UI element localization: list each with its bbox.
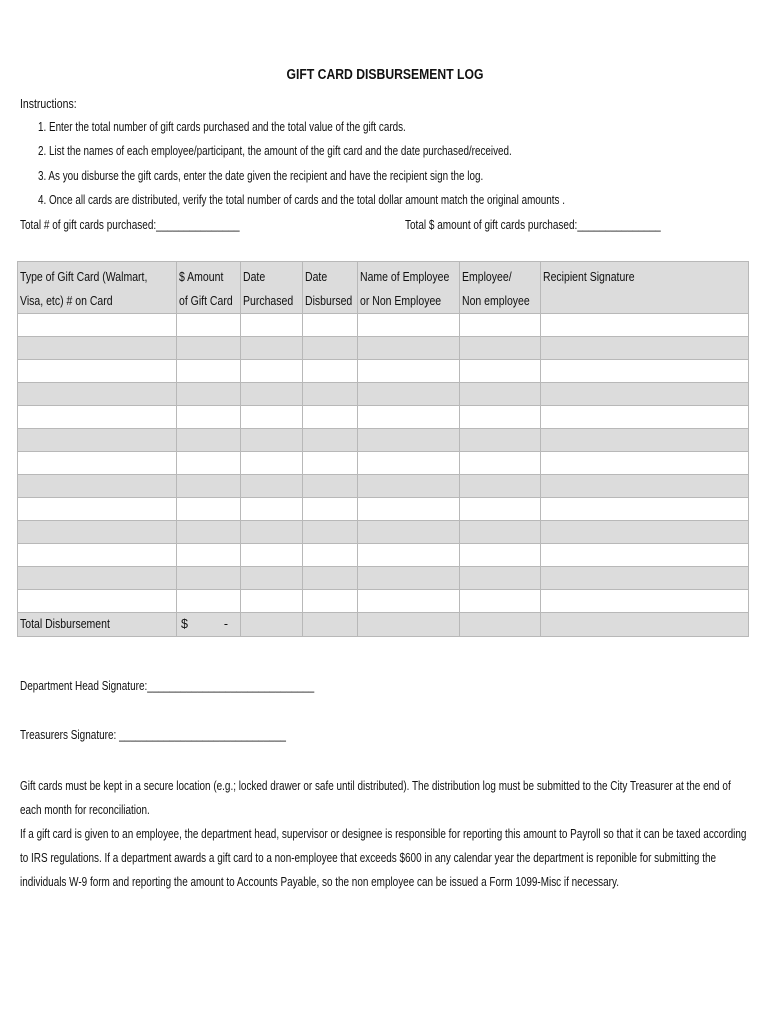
table-row — [18, 475, 749, 498]
table-cell[interactable] — [541, 567, 749, 590]
header-date-disbursed — [303, 262, 358, 314]
header-name — [358, 262, 460, 314]
table-cell[interactable] — [18, 452, 177, 475]
table-cell[interactable] — [460, 406, 541, 429]
table-cell[interactable] — [358, 544, 460, 567]
table-row — [18, 406, 749, 429]
total-amount-label: Total $ amount of gift cards purchased:_______________ — [405, 218, 661, 232]
table-row — [18, 360, 749, 383]
header-amount — [177, 262, 241, 314]
table-cell[interactable] — [358, 475, 460, 498]
table-cell[interactable] — [303, 360, 358, 383]
table-cell[interactable] — [303, 383, 358, 406]
header-card-type — [18, 262, 177, 314]
table-cell[interactable] — [541, 406, 749, 429]
total-count-label: Total # of gift cards purchased:_______________ — [20, 218, 240, 232]
table-cell[interactable] — [241, 590, 303, 613]
table-cell[interactable] — [460, 544, 541, 567]
table-cell[interactable] — [358, 337, 460, 360]
table-cell[interactable] — [460, 429, 541, 452]
table-cell[interactable] — [460, 383, 541, 406]
table-cell[interactable] — [18, 360, 177, 383]
instructions-label-text: Instructions: — [20, 97, 77, 111]
table-cell[interactable] — [18, 383, 177, 406]
table-cell[interactable] — [460, 452, 541, 475]
header-employee-type-text: Employee/ Non employee — [462, 270, 530, 308]
table-cell[interactable] — [358, 521, 460, 544]
table-cell[interactable] — [18, 475, 177, 498]
table-cell[interactable] — [177, 337, 241, 360]
table-cell[interactable] — [358, 429, 460, 452]
table-cell[interactable] — [177, 544, 241, 567]
total-empty-cell — [358, 613, 460, 637]
disbursement-table — [17, 261, 749, 637]
total-value: - — [223, 617, 228, 631]
total-count-field[interactable] — [20, 218, 295, 232]
table-cell[interactable] — [303, 544, 358, 567]
table-cell[interactable] — [541, 590, 749, 613]
table-row — [18, 383, 749, 406]
table-cell[interactable] — [177, 360, 241, 383]
table-cell[interactable] — [541, 521, 749, 544]
table-cell[interactable] — [177, 429, 241, 452]
table-row — [18, 567, 749, 590]
table-cell[interactable] — [177, 406, 241, 429]
table-row — [18, 590, 749, 613]
table-cell[interactable] — [241, 429, 303, 452]
table-cell[interactable] — [303, 337, 358, 360]
table-cell[interactable] — [241, 567, 303, 590]
table-cell[interactable] — [460, 314, 541, 337]
table-cell[interactable] — [18, 567, 177, 590]
table-cell[interactable] — [177, 314, 241, 337]
table-cell[interactable] — [241, 314, 303, 337]
table-cell[interactable] — [177, 383, 241, 406]
table-cell[interactable] — [177, 590, 241, 613]
tax-note-line-1: If a gift card is given to an employee, the department head, supervisor or designee is responsible for reporting this amount to Payroll so that it can be taxed according — [20, 827, 747, 841]
header-card-type-text: Type of Gift Card (Walmart, Visa, etc) # on Card — [20, 270, 148, 308]
table-cell[interactable] — [460, 475, 541, 498]
treasurer-signature-field[interactable] — [20, 728, 352, 742]
storage-note-line-2: each month for reconciliation. — [20, 803, 150, 817]
table-cell[interactable] — [358, 452, 460, 475]
table-cell[interactable] — [241, 406, 303, 429]
table-cell[interactable] — [541, 383, 749, 406]
header-date-purchased-text: Date Purchased — [243, 270, 294, 308]
header-signature-text: Recipient Signature — [543, 270, 635, 284]
table-row — [18, 498, 749, 521]
table-cell[interactable] — [358, 567, 460, 590]
tax-note — [20, 822, 770, 894]
table-row — [18, 314, 749, 337]
instruction-2-text: 2. List the names of each employee/participant, the amount of the gift card and the date purchased/received. — [38, 144, 512, 158]
table-cell[interactable] — [303, 498, 358, 521]
total-empty-cell — [460, 613, 541, 637]
table-cell[interactable] — [541, 452, 749, 475]
table-row — [18, 521, 749, 544]
table-cell[interactable] — [241, 475, 303, 498]
table-cell[interactable] — [358, 498, 460, 521]
table-cell[interactable] — [177, 452, 241, 475]
table-cell[interactable] — [460, 337, 541, 360]
instruction-4 — [38, 193, 705, 207]
table-cell[interactable] — [241, 383, 303, 406]
table-cell[interactable] — [18, 406, 177, 429]
table-row — [18, 429, 749, 452]
total-label: Total Disbursement — [20, 617, 110, 631]
department-head-signature-label: Department Head Signature:______________________________ — [20, 679, 315, 693]
table-cell[interactable] — [460, 360, 541, 383]
table-cell[interactable] — [303, 406, 358, 429]
table-cell[interactable] — [358, 383, 460, 406]
table-cell[interactable] — [18, 314, 177, 337]
table-cell[interactable] — [303, 521, 358, 544]
instructions-label — [20, 97, 87, 111]
storage-note-line-1: Gift cards must be kept in a secure location (e.g.; locked drawer or safe until distributed). The distribution log must be submitted to the City Treasurer at the end of — [20, 779, 731, 793]
table-cell[interactable] — [177, 521, 241, 544]
table-cell[interactable] — [241, 498, 303, 521]
instruction-4-text: 4. Once all cards are distributed, verify the total number of cards and the total dollar amount match the original amounts . — [38, 193, 565, 207]
table-cell[interactable] — [18, 521, 177, 544]
total-amount-field[interactable] — [405, 218, 725, 232]
table-cell[interactable] — [460, 567, 541, 590]
table-cell[interactable] — [303, 429, 358, 452]
table-cell[interactable] — [541, 544, 749, 567]
header-name-text: Name of Employee or Non Employee — [360, 270, 450, 308]
table-cell[interactable] — [241, 521, 303, 544]
table-cell[interactable] — [177, 475, 241, 498]
department-head-signature-field[interactable] — [20, 679, 388, 693]
table-cell[interactable] — [358, 590, 460, 613]
header-date-disbursed-text: Date Disbursed — [305, 270, 353, 308]
table-cell[interactable] — [241, 544, 303, 567]
table-cell[interactable] — [18, 498, 177, 521]
table-cell[interactable] — [18, 544, 177, 567]
table-cell[interactable] — [18, 337, 177, 360]
instruction-1 — [38, 120, 504, 134]
instruction-2 — [38, 144, 638, 158]
total-label-cell — [18, 613, 177, 637]
total-empty-cell — [241, 613, 303, 637]
table-body — [18, 314, 749, 613]
table-cell[interactable] — [241, 452, 303, 475]
table-row — [18, 452, 749, 475]
total-amount-cell[interactable] — [177, 613, 241, 637]
table-cell[interactable] — [177, 567, 241, 590]
table-row — [18, 337, 749, 360]
instruction-3 — [38, 169, 602, 183]
table-cell[interactable] — [541, 360, 749, 383]
table-cell[interactable] — [18, 590, 177, 613]
table-cell[interactable] — [541, 429, 749, 452]
table-cell[interactable] — [303, 475, 358, 498]
table-cell[interactable] — [177, 498, 241, 521]
header-signature — [541, 262, 749, 314]
total-empty-cell — [541, 613, 749, 637]
treasurer-signature-label: Treasurers Signature: ______________________________ — [20, 728, 286, 742]
tax-note-line-3: individuals W-9 form and reporting the amount to Accounts Payable, so the non employee can be issued a Form 1099-Misc if necessary. — [20, 875, 619, 889]
header-date-purchased — [241, 262, 303, 314]
table-cell[interactable] — [303, 567, 358, 590]
table-cell[interactable] — [358, 360, 460, 383]
table-cell[interactable] — [303, 314, 358, 337]
total-row — [18, 613, 749, 637]
table-cell[interactable] — [460, 498, 541, 521]
table-cell[interactable] — [241, 360, 303, 383]
tax-note-line-2: to IRS regulations. If a department awards a gift card to a non-employee that exceeds $600 in any calendar year the department is reponible for submitting the — [20, 851, 717, 865]
table-cell[interactable] — [541, 314, 749, 337]
table-row — [18, 544, 749, 567]
total-empty-cell — [303, 613, 358, 637]
page-title: GIFT CARD DISBURSEMENT LOG — [286, 67, 484, 83]
table-cell[interactable] — [303, 590, 358, 613]
table-cell[interactable] — [303, 452, 358, 475]
storage-note — [20, 774, 770, 822]
table-cell[interactable] — [460, 521, 541, 544]
table-cell[interactable] — [460, 590, 541, 613]
instruction-1-text: 1. Enter the total number of gift cards purchased and the total value of the gift cards. — [38, 120, 406, 134]
table-cell[interactable] — [358, 406, 460, 429]
table-cell[interactable] — [241, 337, 303, 360]
header-amount-text: $ Amount of Gift Card — [179, 270, 233, 308]
table-cell[interactable] — [541, 475, 749, 498]
header-employee-type — [460, 262, 541, 314]
total-currency: $ — [181, 617, 188, 631]
table-cell[interactable] — [541, 498, 749, 521]
table-header-row — [18, 262, 749, 314]
instruction-3-text: 3. As you disburse the gift cards, enter the date given the recipient and have the recipient sign the log. — [38, 169, 484, 183]
table-cell[interactable] — [358, 314, 460, 337]
table-cell[interactable] — [18, 429, 177, 452]
table-cell[interactable] — [541, 337, 749, 360]
